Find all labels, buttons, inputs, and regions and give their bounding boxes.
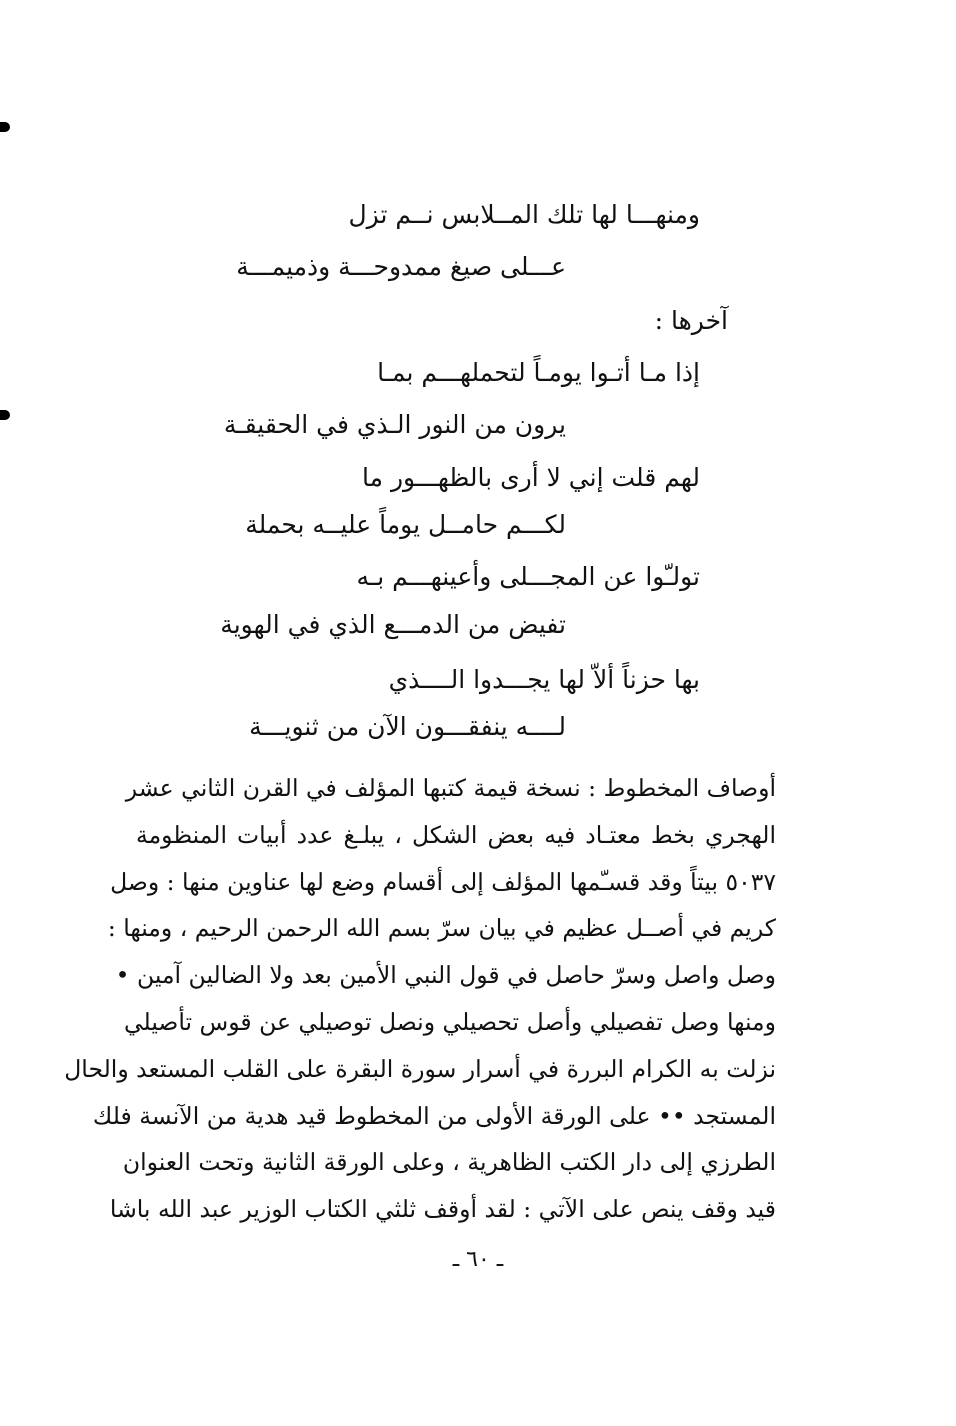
verse-second-hemistich: لــــه ينفقـــون الآن من ثنويـــة [249,712,566,741]
verse-first-hemistich: تولـّوا عن المجـــلى وأعينهـــم بـه [356,562,700,591]
verse-first-hemistich: إذا مـا أتـوا يومـاً لتحملهـــم بمـا [377,358,700,387]
manuscript-description [64,765,777,1233]
scan-edge-mark [0,122,10,132]
prose-line: أوصاف المخطوط : نسخة قيمة كتبها المؤلف في القرن الثاني عشر [125,774,776,802]
prose-line: وصل واصل وسرّ حاصل في قول النبي الأمين بعد ولا الضالين آمين • [115,961,776,990]
verse-first-hemistich: بها حزناً ألاّ لها يجـــدوا الــــذي [388,665,700,694]
prose-line: الهجري بخط معتـاد فيه بعض الشكل ، يبلـغ عدد أبيات المنظومة [136,820,777,849]
page-number: ـ ٦٠ ـ [452,1247,504,1272]
verse-second-hemistich: يرون من النور الـذي في الحقيقـة [223,410,566,439]
verse-first-hemistich: ومنهـــا لها تلك المــلابس نــم تزل [348,200,700,229]
prose-line: قيد وقف ينص على الآتي : لقد أوقف ثلثي الكتاب الوزير عبد الله باشا [109,1195,776,1224]
verse-second-hemistich: تفيض من الدمـــع الذي في الهوية [220,610,566,639]
prose-line: ٥٠٣٧ بيتاً وقد قسـّمها المؤلف إلى أقسام وضع لها عناوين منها : وصل [110,867,776,896]
prose-line: ومنها وصل تفصيلي وأصل تحصيلي ونصل توصيلي عن قوس تأصيلي [123,1007,776,1036]
prose-line: الطرزي إلى دار الكتب الظاهرية ، وعلى الورقة الثانية وتحت العنوان [122,1148,776,1177]
verse-second-hemistich: عـــلى صيغ ممدوحـــة وذميمـــة [236,252,566,281]
prose-line: نزلت به الكرام البررة في أسرار سورة البقرة على القلب المستعد والحال [64,1054,776,1083]
prose-line: المستجد •• على الورقة الأولى من المخطوط قيد هدية من الآنسة فلك [92,1101,776,1130]
scan-edge-mark [0,410,10,420]
verse-second-hemistich: لكـــم حامــل يوماً عليــه بحملة [245,510,566,539]
prose-line: كريم في أصــل عظيم في بيان سرّ بسم الله الرحمن الرحيم ، ومنها : [107,914,776,943]
verse-first-hemistich: لهم قلت إني لا أرى بالظهـــور ما [361,463,700,492]
poem-ending-label: آخرها : [654,306,728,335]
